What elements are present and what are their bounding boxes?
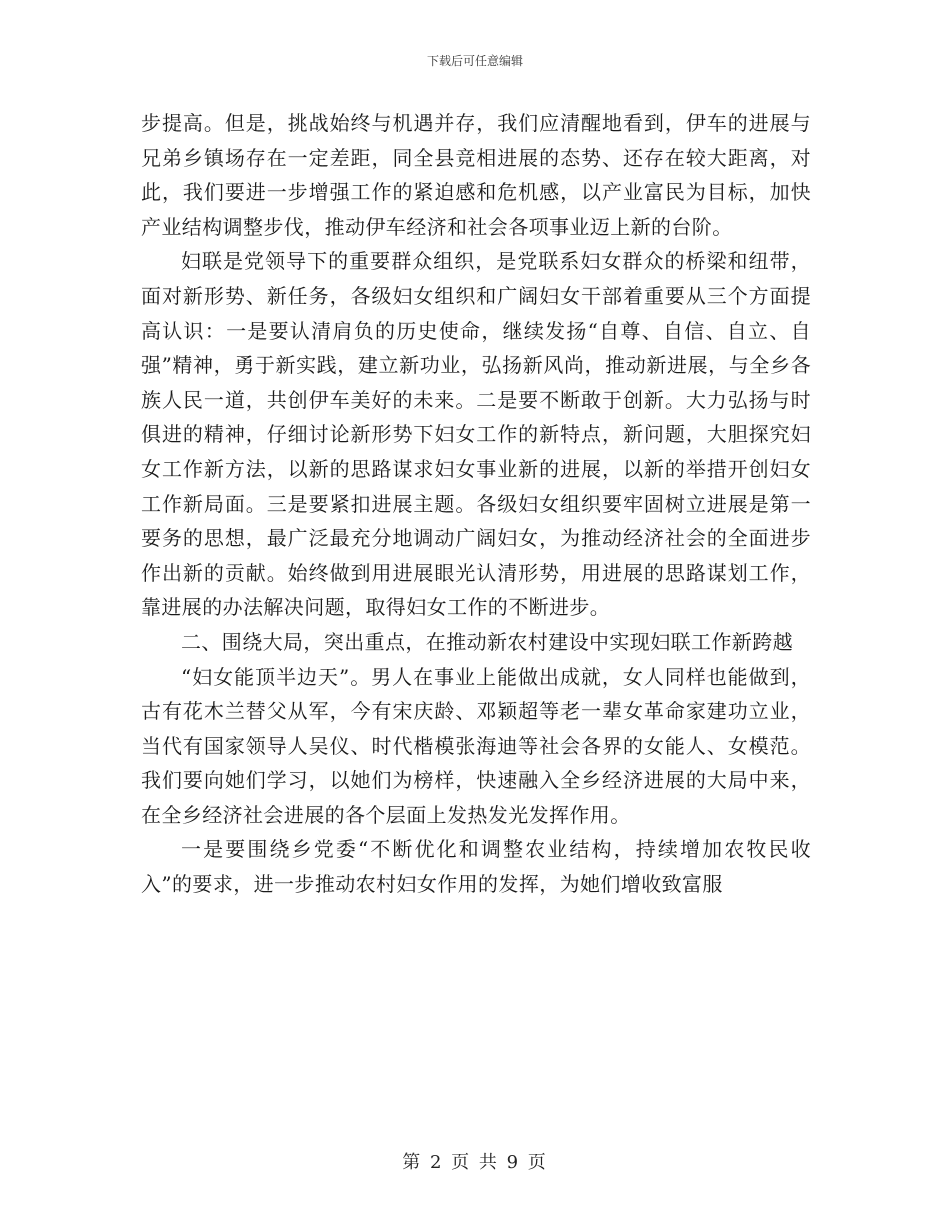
document-body <box>141 106 811 902</box>
page-header-note: 下载后可任意编辑 <box>426 54 523 68</box>
paragraph-continuation: 步提高。但是，挑战始终与机遇并存，我们应清醒地看到，伊车的进展与兄弟乡镇场存在一定差距，同全县竞相进展的态势、还存在较大距离，对此，我们要进一步增强工作的紧迫感和危机感，以产业富民为目标，加快产业结构调整步伐，推动伊车经济和社会各项事业迈上新的台阶。 <box>141 111 811 239</box>
paragraph-womens-federation: 妇联是党领导下的重要群众组织，是党联系妇女群众的桥梁和纽带，面对新形势、新任务，各级妇女组织和广阔妇女干部着重要从三个方面提高认识：一是要认清肩负的历史使命，继续发扬“自尊、自信、自立、自强”精神，勇于新实践，建立新功业，弘扬新风尚，推动新进展，与全乡各族人民一道，共创伊车美好的未来。二是要不断敢于创新。大力弘扬与时俱进的精神，仔细讨论新形势下妇女工作的新特点，新问题，大胆探究妇女工作新方法，以新的思路谋求妇女事业新的进展，以新的举措开创妇女工作新局面。三是要紧扣进展主题。各级妇女组织要牢固树立进展是第一要务的思想，最广泛最充分地调动广阔妇女，为推动经济社会的全面进步作出新的贡献。始终做到用进展眼光认清形势，用进展的思路谋划工作，靠进展的办法解决问题，取得妇女工作的不断进步。 <box>141 249 811 620</box>
paragraph-point-one: 一是要围绕乡党委“不断优化和调整农业结构，持续增加农牧民收入”的要求，进一步推动农村妇女作用的发挥，为她们增收致富服 <box>141 837 811 897</box>
paragraph-half-the-sky: “妇女能顶半边天”。男人在事业上能做出成就，女人同样也能做到，古有花木兰替父从军，今有宋庆龄、邓颖超等老一辈女革命家建功立业，当代有国家领导人吴仪、时代楷模张海迪等社会各界的女能人、女模范。我们要向她们学习，以她们为榜样，快速融入全乡经济进展的大局中来，在全乡经济社会进展的各个层面上发热发光发挥作用。 <box>141 664 811 827</box>
section-heading-two: 二、围绕大局，突出重点，在推动新农村建设中实现妇联工作新跨越 <box>181 629 793 654</box>
page-number-footer: 第 2 页 共 9 页 <box>402 1152 548 1173</box>
